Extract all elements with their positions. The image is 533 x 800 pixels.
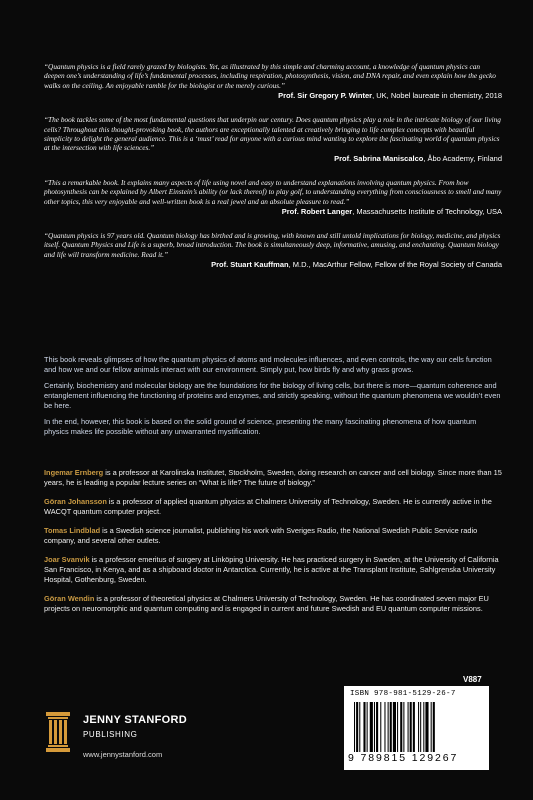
barcode-bar: [408, 702, 409, 752]
author-name: Göran Johansson: [44, 497, 107, 506]
description-paragraph: Certainly, biochemistry and molecular biology are the foundations for the biology of living cells, but there is more—quantum coherence and entanglement influencing the functioning of proteins and enzymes, and strictly speaking, without the quantum phenomena we wouldn’t even be here.: [44, 381, 501, 410]
barcode-bar: [388, 702, 389, 752]
endorser-affiliation: , UK, Nobel laureate in chemistry, 2018: [372, 91, 502, 101]
barcode-bar: [390, 702, 392, 752]
barcode-bar: [397, 702, 398, 752]
barcode-bars: [354, 702, 479, 752]
barcode-bar: [420, 702, 421, 752]
endorsement-text: “Quantum physics is a field rarely grazed by biologists. Yet, as illustrated by this simple and charming account, a knowledge of quantum physics can deepen one’s understanding of life’s fundamental processes, including respiration, photosynthesis, vision, and DNA repair, and even explain how the gecko walks on the ceiling. An enjoyable ramble for the biologist or the merely curious.”: [44, 62, 496, 90]
barcode-bar: [410, 702, 412, 752]
endorser-name: Prof. Sabrina Maniscalco: [334, 153, 424, 163]
description-paragraph: In the end, however, this book is based on the solid ground of science, presenting the many fascinating phenomena of how quantum physics makes life possible without any unwarranted mystification.: [44, 417, 477, 436]
barcode-bar: [374, 702, 375, 752]
endorsement-text: “Quantum physics is 97 years old. Quantum biology has birthed and is growing, with known and still untold implications for biology, medicine, and physics itself. Quantum Physics and Life is a superb, broad introduction. The book is simultaneously deep, informative, amusing, and enchanting. Quantum biology and life will transform medicine. Read it.”: [44, 231, 501, 259]
endorsement-text: “The book tackles some of the most fundamental questions that underpin our century. Does quantum physics play a role in the intricate biology of our living cells? Throughout this thought-provoking book, the authors are exceptionally talented at creatively bringing to life complex concepts with beautiful simplicity to delight the general audience. This is a ‘must’ read for anyone with a curious mind wanting to explore the fascinating world of quantum physics at the intersection with life sciences.”: [44, 115, 501, 153]
endorser-affiliation: , Massachusetts Institute of Technology, USA: [352, 207, 502, 217]
isbn-label: ISBN 978-981-5129-26-7: [350, 690, 456, 698]
barcode-bar: [418, 702, 419, 752]
author-bio: [44, 468, 502, 488]
publisher-name: JENNY STANFORD: [83, 714, 188, 726]
author-bio: [44, 497, 502, 517]
author-name: Ingemar Ernberg: [44, 468, 104, 477]
endorsement: [44, 115, 502, 164]
author-bio-text: is a professor of applied quantum physics at Chalmers University of Technology, Sweden. He is currently active in the WACQT quantum computer project.: [44, 497, 492, 516]
barcode-bar: [356, 702, 358, 752]
publisher-logo: [45, 708, 245, 768]
barcode-bar: [403, 702, 404, 752]
endorsements: [44, 62, 502, 284]
barcode-bar: [431, 702, 432, 752]
author-name: Tomas Lindblad: [44, 526, 101, 535]
barcode-bar: [376, 702, 378, 752]
endorsement-attribution: [44, 260, 502, 270]
barcode-bar: [393, 702, 396, 752]
barcode-bar: [370, 702, 373, 752]
barcode-bar: [363, 702, 365, 752]
endorsement-attribution: [44, 91, 502, 101]
endorsement: [44, 178, 502, 217]
author-name: Göran Wendin: [44, 594, 95, 603]
barcode-bar: [433, 702, 435, 752]
barcode-bar: [400, 702, 402, 752]
author-bio-text: is a Swedish science journalist, publishing his work with Sveriges Radio, the National Swedish Public Service radio company, and several other outlets.: [44, 526, 478, 545]
author-name: Joar Svanvik: [44, 555, 90, 564]
barcode-bar: [354, 702, 355, 752]
author-bio: [44, 555, 502, 585]
endorser-name: Prof. Robert Langer: [281, 207, 353, 217]
endorsement-attribution: [44, 154, 502, 164]
author-bio: [44, 526, 502, 546]
endorsement: [44, 231, 502, 270]
endorser-affiliation: , M.D., MacArthur Fellow, Fellow of the Royal Society of Canada: [288, 260, 502, 270]
barcode-bar: [359, 702, 360, 752]
isbn-barcode: [344, 686, 489, 770]
barcode-bar: [413, 702, 415, 752]
barcode-bar: [380, 702, 381, 752]
author-bio-text: is a professor emeritus of surgery at Linköping University. He has practiced surgery in Sweden, at the University of California San Francisco, in Kenya, and as a shipboard doctor in Antarctica. Currently, he is active at the Transplant Institute, Sahlgrenska University Hospital, Gothenburg, Sweden.: [44, 555, 499, 584]
publisher-url: www.jennystanford.com: [83, 750, 163, 759]
barcode-digits: 9 789815 129267: [348, 752, 459, 764]
author-bio-text: is a professor at Karolinska Institutet, Stockholm, Sweden, doing research on cancer and cell biology. Since more than 15 years, he is leading a popular lecture series on “What is life? The future of biology.”: [44, 468, 502, 487]
publisher-subtitle: PUBLISHING: [83, 730, 138, 739]
barcode-bar: [423, 702, 424, 752]
author-bio: [44, 594, 502, 614]
barcode-bar: [384, 702, 385, 752]
column-icon: [45, 712, 71, 752]
endorser-affiliation: , Åbo Academy, Finland: [423, 153, 502, 163]
endorsement-attribution: [44, 207, 502, 217]
barcode-bar: [367, 702, 368, 752]
endorser-name: Prof. Sir Gregory P. Winter: [278, 91, 373, 101]
description-paragraph: This book reveals glimpses of how the quantum physics of atoms and molecules influences, and even controls, the way our cells function and how we and our fellow animals interact with our environment. Simply put, how birds fly and why grass grows.: [44, 355, 492, 374]
endorser-name: Prof. Stuart Kauffman: [211, 260, 289, 270]
book-description: [44, 355, 502, 443]
author-bio-text: is a professor of theoretical physics at Chalmers University of Technology, Sweden. He has coordinated seven major EU projects on neuromorphic and quantum computing and is engaged in current and future Swedish and EU quantum computer missions.: [44, 594, 489, 613]
barcode-bar: [425, 702, 428, 752]
product-code: V887: [463, 675, 482, 684]
endorsement: [44, 62, 502, 101]
author-bios: [44, 468, 502, 623]
endorsement-text: “This a remarkable book. It explains many aspects of life using novel and easy to understand explanations involving quantum physics. From how photosynthesis can be explained by Albert Einstein’s ability (or lack thereof) to play golf, to understanding everything from consciousness to smell and many other topics, this very enjoyable and well-written book is a real jewel and an absolute pleasure to read.”: [44, 177, 502, 206]
